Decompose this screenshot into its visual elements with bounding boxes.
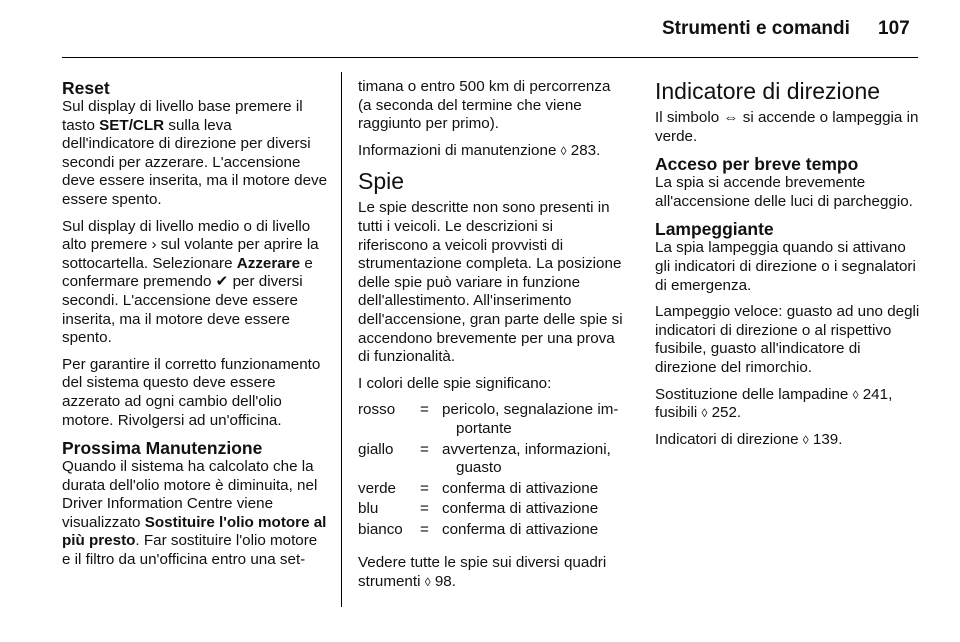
set-clr-key: SET/CLR bbox=[99, 116, 165, 134]
column-1 bbox=[62, 78, 328, 578]
column-2 bbox=[358, 78, 624, 600]
bulb-fuse-reference: Sostituzione delle lampadine ◊ 241, fusibili ◊ 252. bbox=[655, 385, 893, 422]
page-reference-icon: ◊ bbox=[701, 406, 708, 421]
flashing-paragraph-2: Lampeggio veloce: guasto ad uno degli indicatori di direzione o al rispettivo fusibile, guasto all'indicatore di direzione del rimorchio. bbox=[655, 303, 920, 376]
turn-signal-arrows-icon: ⇔ bbox=[723, 109, 739, 126]
next-service-heading: Prossima Manutenzione bbox=[62, 438, 263, 459]
brief-on-paragraph: La spia si accende brevemente all'accensione delle luci di parcheggio. bbox=[655, 174, 913, 210]
turn-signals-reference: Indicatori di direzione ◊ 139. bbox=[655, 430, 843, 448]
legend-row: blu = conferma di attivazione bbox=[358, 500, 599, 518]
header-divider bbox=[62, 57, 918, 58]
see-all-lights-reference: Vedere tutte le spie sui diversi quadri strumenti ◊ 98. bbox=[358, 554, 607, 591]
legend-row: giallo = avvertenza, informazioni, guasto bbox=[358, 440, 611, 477]
page-reference-icon: ◊ bbox=[802, 432, 809, 447]
service-message: Sostituire l'olio motore al più presto bbox=[62, 513, 327, 550]
turn-signal-paragraph: Il simbolo ⇔ si accende o lampeggia in verde. bbox=[655, 109, 919, 145]
service-info-reference: Informazioni di manutenzione ◊ 283. bbox=[358, 141, 601, 159]
legend-row: bianco = conferma di attivazione bbox=[358, 520, 599, 538]
azzerare-menu: Azzerare bbox=[236, 254, 301, 272]
reset-paragraph-2: Sul display di livello medio o di livello alto premere › sul volante per aprire la sottocartella. Selezionare Azzerare e confermare premendo ✔ per diversi secondi. L'accensione deve essere inserita, ma il motore deve essere spento. bbox=[62, 217, 319, 347]
continued-paragraph: timana o entro 500 km di percorrenza (a seconda del termine che viene raggiunto per primo). bbox=[358, 78, 611, 133]
chevron-right-icon: › bbox=[151, 236, 157, 254]
column-3 bbox=[655, 78, 921, 457]
legend-row: rosso = pericolo, segnalazione im- portante bbox=[358, 401, 619, 437]
brief-on-heading: Acceso per breve tempo bbox=[655, 154, 859, 175]
reset-paragraph-3: Per garantire il corretto funzionamento del sistema questo deve essere azzerato ad ogni cambio dell'olio motore. Rivolgersi ad un'officina. bbox=[62, 355, 321, 429]
reset-paragraph-1: Sul display di livello base premere il tasto SET/CLR sulla leva dell'indicatore di direzione per diversi secondi per azzerare. L'accensione deve essere inserita, ma il motore deve essere spento. bbox=[62, 98, 328, 208]
page-reference-icon: ◊ bbox=[560, 143, 567, 158]
page-header-title: Strumenti e comandi bbox=[662, 18, 850, 39]
color-legend-table bbox=[358, 401, 618, 541]
spie-paragraph-1: Le spie descritte non sono presenti in tutti i veicoli. Le descrizioni si riferiscono a veicoli provvisti di strumentazione completa. La posizione delle spie può variare in funzione dell'allestimento. All'inserimento dell'accensione, gran parte delle spie si accendono brevemente per una prova di funzionalità. bbox=[358, 199, 623, 366]
spie-heading: Spie bbox=[358, 168, 405, 195]
next-service-paragraph: Quando il sistema ha calcolato che la durata dell'olio motore è diminuita, nel Driver Information Centre viene visualizzato Sostituire l'olio motore al più presto. Far sostituire l'olio motore e il filtro da un'officina entro una set- bbox=[62, 458, 327, 569]
reset-heading: Reset bbox=[62, 78, 110, 98]
spie-paragraph-2: I colori delle spie significano: bbox=[358, 374, 552, 392]
flashing-heading: Lampeggiante bbox=[655, 219, 774, 240]
page-reference-icon: ◊ bbox=[852, 387, 859, 402]
column-divider bbox=[341, 72, 342, 607]
turn-signal-heading: Indicatore di direzione bbox=[655, 78, 881, 104]
page-number: 107 bbox=[878, 18, 910, 39]
legend-row: verde = conferma di attivazione bbox=[358, 479, 599, 497]
flashing-paragraph-1: La spia lampeggia quando si attivano gli indicatori di direzione o i segnalatori di emergenza. bbox=[655, 239, 916, 294]
page-reference-icon: ◊ bbox=[424, 575, 431, 590]
checkmark-icon: ✔ bbox=[215, 273, 229, 291]
